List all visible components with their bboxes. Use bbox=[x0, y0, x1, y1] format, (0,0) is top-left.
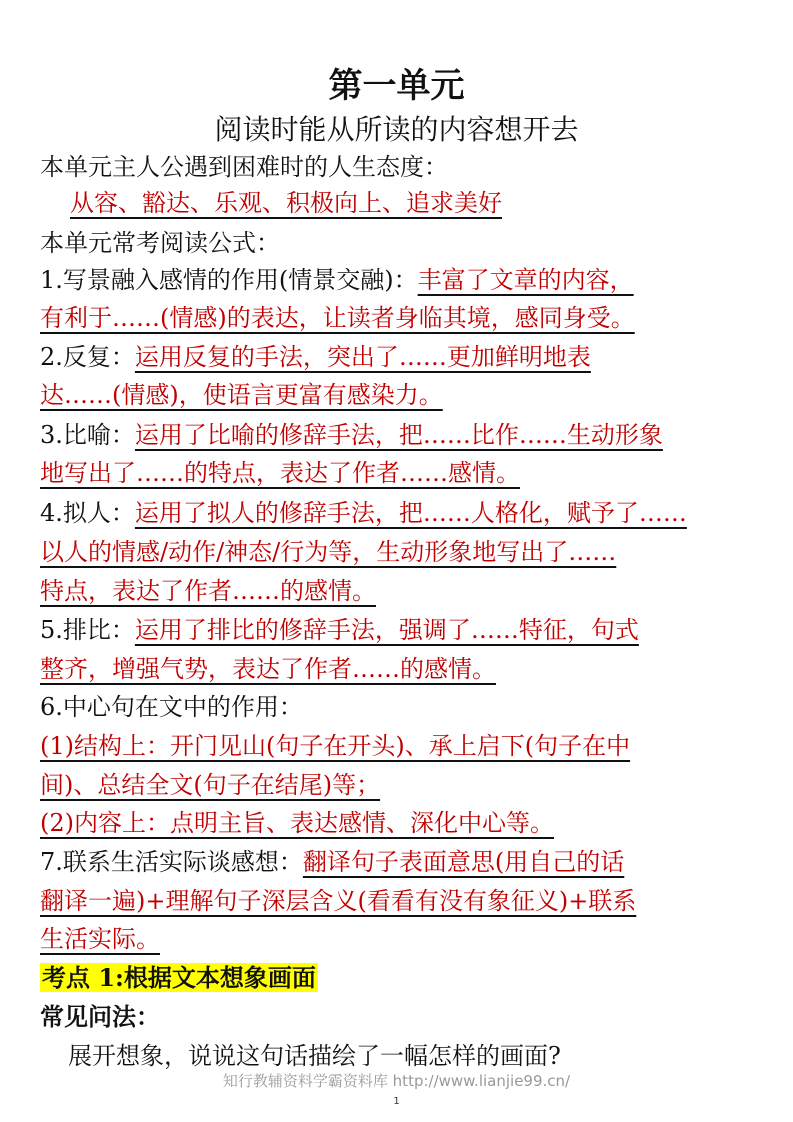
item-7-line-3 bbox=[40, 922, 760, 956]
item-6-structure-line-1 bbox=[40, 729, 760, 763]
item-5-answer-1: 运用了排比的修辞手法，强调了……特征，句式 bbox=[134, 616, 639, 644]
intro-label: 本单元主人公遇到困难时的人生态度： bbox=[40, 153, 448, 181]
page-title: 第一单元 bbox=[328, 66, 465, 106]
item-5-answer-2: 整齐，增强气势，表达了作者……的感情。 bbox=[40, 655, 496, 683]
page-subtitle: 阅读时能从所读的内容想开去 bbox=[214, 113, 579, 146]
item-2-answer-2: 达……(情感)，使语言更富有感染力。 bbox=[40, 381, 443, 409]
item-3-prefix: 3.比喻： bbox=[40, 421, 135, 449]
item-2-line-1 bbox=[40, 340, 760, 374]
item-6-structure-2: 间)、总结全文(句子在结尾)等； bbox=[40, 771, 381, 799]
formula-heading: 本单元常考阅读公式： bbox=[40, 229, 280, 257]
item-4-answer-2: 以人的情感/动作/神态/行为等，生动形象地写出了…… bbox=[40, 538, 617, 566]
item-3-answer-1: 运用了比喻的修辞手法，把……比作……生动形象 bbox=[134, 421, 663, 449]
item-4-answer-3: 特点，表达了作者……的感情。 bbox=[40, 577, 376, 605]
item-2-prefix: 2.反复： bbox=[40, 343, 135, 371]
kaodian-line bbox=[40, 961, 760, 995]
item-2-answer-1: 运用反复的手法，突出了……更加鲜明地表 bbox=[134, 343, 591, 371]
item-6-heading: 6.中心句在文中的作用： bbox=[40, 693, 303, 721]
item-4-line-3 bbox=[40, 574, 760, 608]
intro-answer bbox=[70, 186, 790, 220]
question-text: 展开想象，说说这句话描绘了一幅怎样的画面? bbox=[68, 1042, 561, 1070]
item-7-answer-2: 翻译一遍)+理解句子深层含义(看看有没有象征义)+联系 bbox=[40, 887, 637, 915]
item-6-content-line bbox=[40, 806, 760, 840]
item-1-line-1 bbox=[40, 263, 760, 297]
item-1-prefix: 1.写景融入感情的作用(情景交融)： bbox=[40, 266, 418, 294]
item-1-answer-2: 有利于……(情感)的表达，让读者身临其境，感同身受。 bbox=[40, 304, 635, 332]
page-number: 1 bbox=[393, 1096, 400, 1107]
item-6-structure-line-2 bbox=[40, 768, 760, 802]
item-3-line-1 bbox=[40, 418, 760, 452]
item-1-answer-1: 丰富了文章的内容， bbox=[417, 266, 634, 294]
item-4-answer-1: 运用了拟人的修辞手法，把……人格化，赋予了…… bbox=[134, 499, 687, 527]
item-3-line-2 bbox=[40, 456, 760, 490]
kaodian-highlight: 考点 1:根据文本想象画面 bbox=[42, 963, 316, 992]
common-question-label: 常见问法： bbox=[40, 1002, 160, 1031]
item-2-line-2 bbox=[40, 378, 760, 412]
intro-answer-text: 从容、豁达、乐观、积极向上、追求美好 bbox=[70, 189, 502, 217]
item-4-prefix: 4.拟人： bbox=[40, 499, 135, 527]
item-6-content: (2)内容上：点明主旨、表达感情、深化中心等。 bbox=[40, 809, 554, 837]
item-7-line-2 bbox=[40, 884, 760, 918]
item-1-line-2 bbox=[40, 301, 760, 335]
item-7-answer-3: 生活实际。 bbox=[40, 925, 160, 953]
item-5-prefix: 5.排比： bbox=[40, 616, 135, 644]
item-3-answer-2: 地写出了……的特点，表达了作者……感情。 bbox=[40, 459, 520, 487]
item-5-line-1 bbox=[40, 613, 760, 647]
item-6-structure-1: (1)结构上：开门见山(句子在开头)、承上启下(句子在中 bbox=[40, 732, 631, 760]
item-7-answer-1: 翻译句子表面意思(用自己的话 bbox=[302, 848, 625, 876]
item-4-line-2 bbox=[40, 535, 760, 569]
item-4-line-1 bbox=[40, 496, 760, 530]
item-5-line-2 bbox=[40, 652, 760, 686]
footer-source: 知行教辅资料学霸资料库 http://www.lianjie99.cn/ bbox=[222, 1072, 571, 1090]
item-7-line-1 bbox=[40, 845, 760, 879]
item-7-prefix: 7.联系生活实际谈感想： bbox=[40, 848, 303, 876]
